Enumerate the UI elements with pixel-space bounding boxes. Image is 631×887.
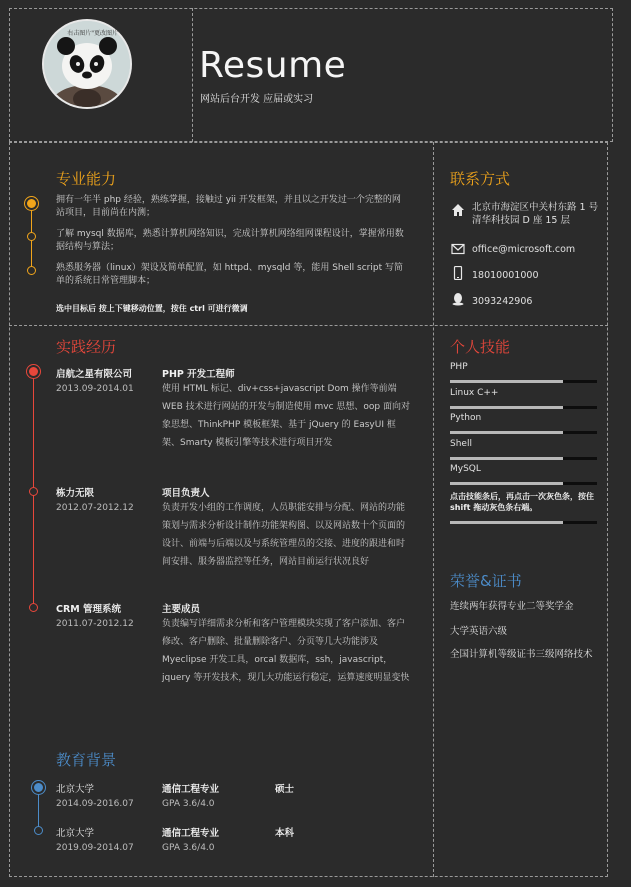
skill-bar-label: PHP — [450, 362, 468, 372]
education-timeline-line — [38, 789, 39, 831]
skill-bar-label: Shell — [450, 438, 472, 449]
skill-bar[interactable] — [450, 431, 597, 434]
skill-item: 了解 mysql 数据库，熟悉计算机网络知识，完成计算机网络组网课程设计，掌握常用数据结构与算法； — [56, 229, 404, 252]
education-date: 2014.09-2016.07 — [56, 799, 134, 809]
education-section-title: 教育背景 — [56, 751, 117, 769]
education-major: 通信工程专业 — [162, 784, 220, 795]
skill-bar-label: Linux C++ — [450, 387, 499, 398]
education-major: 通信工程专业 — [162, 828, 220, 839]
header-divider — [192, 8, 193, 142]
education-school: 北京大学 — [56, 828, 95, 839]
page-subtitle: 网站后台开发 应届或实习 — [200, 94, 314, 105]
education-degree: 硕士 — [275, 784, 295, 795]
skill-bar-fill — [450, 431, 563, 434]
experience-role: PHP 开发工程师 — [162, 369, 235, 380]
skill-item: 拥有一年半 php 经验，熟练掌握，接触过 yii 开发框架，并且以之开发过一个完整的网站项目，目前尚在内测； — [56, 195, 401, 218]
skill-bar-fill — [450, 482, 563, 485]
experience-description: 负责开发小组的工作调度，人员职能安排与分配、网站的功能策划与需求分析设计制作功能架构图、以及网站数十个页面的设计、前端与后端以及与系统管理员的交接、进度的跟进和时间安排、服务器监控等任务，网站目前运行状况良好 — [162, 503, 406, 567]
skill-bar-fill — [450, 457, 563, 460]
avatar-hint: 右击图片"更改图片" — [67, 30, 121, 37]
experience-company: CRM 管理系统 — [56, 604, 122, 615]
experience-section-title: 实践经历 — [56, 338, 117, 356]
contact-qq: 3093242906 — [472, 296, 533, 307]
skill-bar[interactable] — [450, 482, 597, 485]
skills-timeline-dot — [27, 232, 36, 241]
honor-item: 连续两年获得专业二等奖学金 — [450, 601, 574, 612]
experience-date: 2012.07-2012.12 — [56, 503, 134, 513]
contact-section-title: 联系方式 — [450, 170, 511, 188]
qq-icon — [451, 292, 465, 306]
honor-item: 大学英语六级 — [450, 626, 508, 637]
email-icon — [451, 242, 465, 256]
skills-timeline-dot — [27, 199, 36, 208]
move-hint-note: 选中目标后 按上下键移动位置，按住 ctrl 可进行微调 — [56, 304, 248, 313]
skills-timeline-dot — [27, 266, 36, 275]
experience-role: 主要成员 — [162, 604, 201, 615]
skill-bar[interactable] — [450, 457, 597, 460]
honor-item: 全国计算机等级证书三级网络技术 — [450, 649, 593, 660]
skill-bar[interactable] — [450, 406, 597, 409]
experience-description: 负责编写详细需求分析和客户管理模块实现了客户添加、客户修改、客户删除、批量删除客户、分页等几大功能涉及 Myeclipse 开发工具，orcal 数据库，ssh，javascript，jquery 等开发技术，现几大功能运行稳定，运算速度明显变快 — [162, 619, 410, 683]
contact-phone: 18010001000 — [472, 270, 539, 281]
phone-icon — [451, 266, 465, 280]
experience-date: 2013.09-2014.01 — [56, 384, 134, 394]
personal-skills-title: 个人技能 — [450, 338, 511, 356]
honors-section-title: 荣誉&证书 — [450, 572, 522, 590]
experience-timeline-dot — [29, 487, 38, 496]
experience-role: 项目负责人 — [162, 488, 210, 499]
skill-bar[interactable] — [450, 380, 597, 383]
skill-bar-extra[interactable] — [450, 521, 597, 524]
education-timeline-dot — [34, 783, 43, 792]
education-gpa: GPA 3.6/4.0 — [162, 843, 215, 853]
experience-timeline-dot — [29, 367, 38, 376]
education-degree: 本科 — [275, 828, 295, 839]
skill-bar-hint: 点击技能条后，再点击一次灰色条，按住 shift 拖动灰色条右端。 — [450, 492, 594, 512]
skill-bar-label: Python — [450, 413, 482, 423]
skill-bar-label: MySQL — [450, 464, 481, 474]
row-divider — [9, 325, 608, 326]
experience-date: 2011.07-2012.12 — [56, 619, 134, 629]
contact-address: 北京市海淀区中关村东路 1 号清华科技园 D 座 15 层 — [472, 202, 599, 226]
page-title: Resume — [199, 45, 347, 86]
experience-company: 启航之星有限公司 — [56, 369, 133, 380]
experience-timeline-dot — [29, 603, 38, 612]
education-timeline-dot — [34, 826, 43, 835]
experience-company: 栋力无限 — [56, 488, 95, 499]
contact-email: office@microsoft.com — [472, 244, 576, 255]
skills-section-title: 专业能力 — [56, 170, 117, 188]
skill-bar-fill — [450, 380, 563, 383]
education-gpa: GPA 3.6/4.0 — [162, 799, 215, 809]
home-icon — [451, 203, 465, 217]
column-divider — [433, 142, 434, 877]
experience-description: 使用 HTML 标记、div+css+javascript Dom 操作等前端 WEB 技术进行网站的开发与制造使用 mvc 思想、oop 面向对象思想、ThinkPHP 模板框架、基于 jQuery 的 EasyUI 框架、Smarty 模板引擎等技术进行项目开发 — [162, 384, 410, 448]
skill-bar-fill — [450, 406, 563, 409]
education-school: 北京大学 — [56, 784, 95, 795]
education-date: 2019.09-2014.07 — [56, 843, 134, 853]
skill-item: 熟悉服务器（linux）架设及简单配置，如 httpd、mysqld 等，能用 Shell script 写简单的系统日常管理脚本； — [56, 263, 403, 286]
